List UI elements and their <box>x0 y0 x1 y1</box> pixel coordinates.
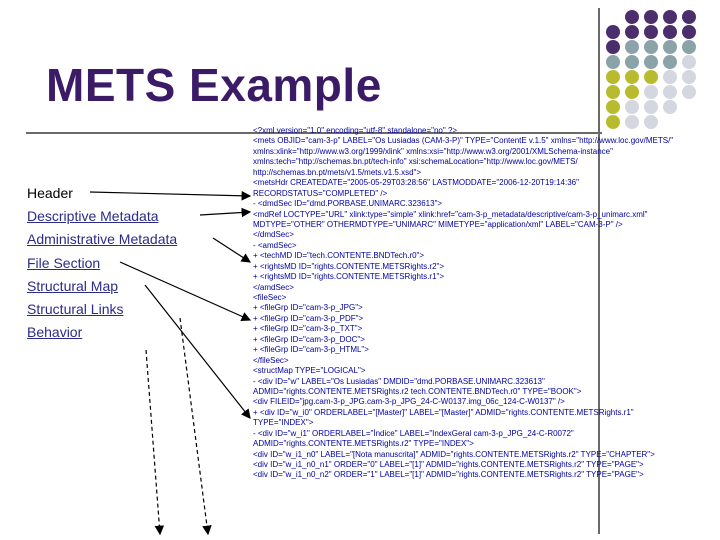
code-line: TYPE="INDEX"> <box>253 418 314 428</box>
code-line: <metsHdr CREATEDATE="2005-05-29T03:28:56" LASTMODDATE="2006-12-20T19:14:36" <box>253 178 579 188</box>
section-item-file-section[interactable]: File Section <box>27 254 101 271</box>
code-line: <mdRef LOCTYPE="URL" xlink:type="simple" xlink:href="cam-3-p_metadata/descriptive/cam-3-p_unimarc.xml" <box>253 209 648 219</box>
code-line: http://schemas.bn.pt/mets/v1.5/mets.v1.5.xsd"> <box>253 167 422 177</box>
arrow-structural-map <box>145 285 250 418</box>
code-line: <?xml version="1.0" encoding="utf-8" standalone="no" ?> <box>253 126 458 135</box>
arrow-header <box>90 192 250 196</box>
code-line: </dmdSec> <box>253 230 294 240</box>
code-line: RECORDSTATUS="COMPLETED" /> <box>253 188 388 198</box>
arrow-descriptive-metadata <box>200 212 250 215</box>
code-line: + <fileGrp ID="cam-3-p_HTML"> <box>253 345 369 355</box>
code-line: ADMID="rights.CONTENTE.METSRights.r2" TYPE="INDEX"> <box>253 439 474 449</box>
section-item-behavior[interactable]: Behavior <box>27 324 83 341</box>
code-line: <mets OBJID="cam-3-p" LABEL="Os Lusiadas (CAM-3-P)" TYPE="ContentE v.1.5" xmlns="http://www.loc.gov/METS/" <box>253 136 674 146</box>
code-line: + <fileGrp ID="cam-3-p_TXT"> <box>253 324 363 334</box>
code-line: </fileSec> <box>253 355 289 365</box>
arrow-file-section <box>120 262 250 320</box>
code-line: + <fileGrp ID="cam-3-p_PDF"> <box>253 313 364 323</box>
code-line: + <rightsMD ID="rights.CONTENTE.METSRights.r2"> <box>253 261 445 271</box>
code-line: - <amdSec> <box>253 240 297 250</box>
arrow-structural-links <box>180 318 208 534</box>
code-line: <div ID="w_i1_n0" LABEL="[Nota manuscrita]" ADMID="rights.CONTENTE.METSRights.r2" TYPE="CHAPTER"> <box>253 449 655 459</box>
code-line: MDTYPE="OTHER" OTHERMDTYPE="UNIMARC" MIMETYPE="application/xml" LABEL="CAM-3-P" /> <box>253 219 623 229</box>
code-line: <fileSec> <box>253 293 287 302</box>
code-line: xmlns:tech="http://schemas.bn.pt/tech-info" xsi:schemaLocation="http://www.loc.gov/METS/ <box>253 157 578 167</box>
code-line: </amdSec> <box>253 282 294 292</box>
code-line: + <div ID="w_i0" ORDERLABEL="[Master]" LABEL="[Master]" ADMID="rights.CONTENTE.METSRights.r1" <box>253 407 634 417</box>
code-line: ADMID="rights.CONTENTE.METSRights.r2 tech.CONTENTE.BNDTech.r0" TYPE="BOOK"> <box>253 386 582 396</box>
code-line: + <techMD ID="tech.CONTENTE.BNDTech.r0"> <box>253 251 425 261</box>
section-item-header: Header <box>27 185 73 201</box>
code-line: <div ID="w_i1_n0_n1" ORDER="0" LABEL="[1]" ADMID="rights.CONTENTE.METSRights.r2" TYPE="PAGE"> <box>253 460 644 469</box>
code-line: <div ID="w_i1_n0_n2" ORDER="1" LABEL="[1]" ADMID="rights.CONTENTE.METSRights.r2" TYPE="PAGE"> <box>253 470 644 480</box>
code-line: + <fileGrp ID="cam-3-p_DOC"> <box>253 334 365 344</box>
code-line: - <div ID="w" LABEL="Os Lusiadas" DMDID="dmd.PORBASE.UNIMARC.323613" <box>253 376 545 386</box>
section-item-administrative-metadata[interactable]: Administrative Metadata <box>27 231 178 248</box>
section-item-descriptive-metadata[interactable]: Descriptive Metadata <box>27 208 159 225</box>
section-item-structural-links[interactable]: Structural Links <box>27 301 124 318</box>
arrow-behavior <box>146 350 160 534</box>
code-line: - <div ID="w_i1" ORDERLABEL="Índice" LABEL="IndexGeral cam-3-p_JPG_24-C-R0072" <box>253 428 574 438</box>
slide-title: METS Example <box>46 59 382 111</box>
section-item-structural-map[interactable]: Structural Map <box>27 277 119 294</box>
code-line: xmlns:xlink="http://www.w3.org/1999/xlink" xmlns:xsi="http://www.w3.org/2001/XMLSchema-instance" <box>253 146 613 156</box>
code-line: - <dmdSec ID="dmd.PORBASE.UNIMARC.323613"> <box>253 199 443 209</box>
arrow-administrative-metadata <box>213 238 250 262</box>
code-line: <structMap TYPE="LOGICAL"> <box>253 366 366 376</box>
code-line: + <fileGrp ID="cam-3-p_JPG"> <box>253 303 363 313</box>
code-line: + <rightsMD ID="rights.CONTENTE.METSRights.r1"> <box>253 272 445 282</box>
code-line: <div FILEID="jpg.cam-3-p_JPG.cam-3-p_JPG_24-C-W0137.img_06c_124-C-W0137" /> <box>253 397 565 407</box>
